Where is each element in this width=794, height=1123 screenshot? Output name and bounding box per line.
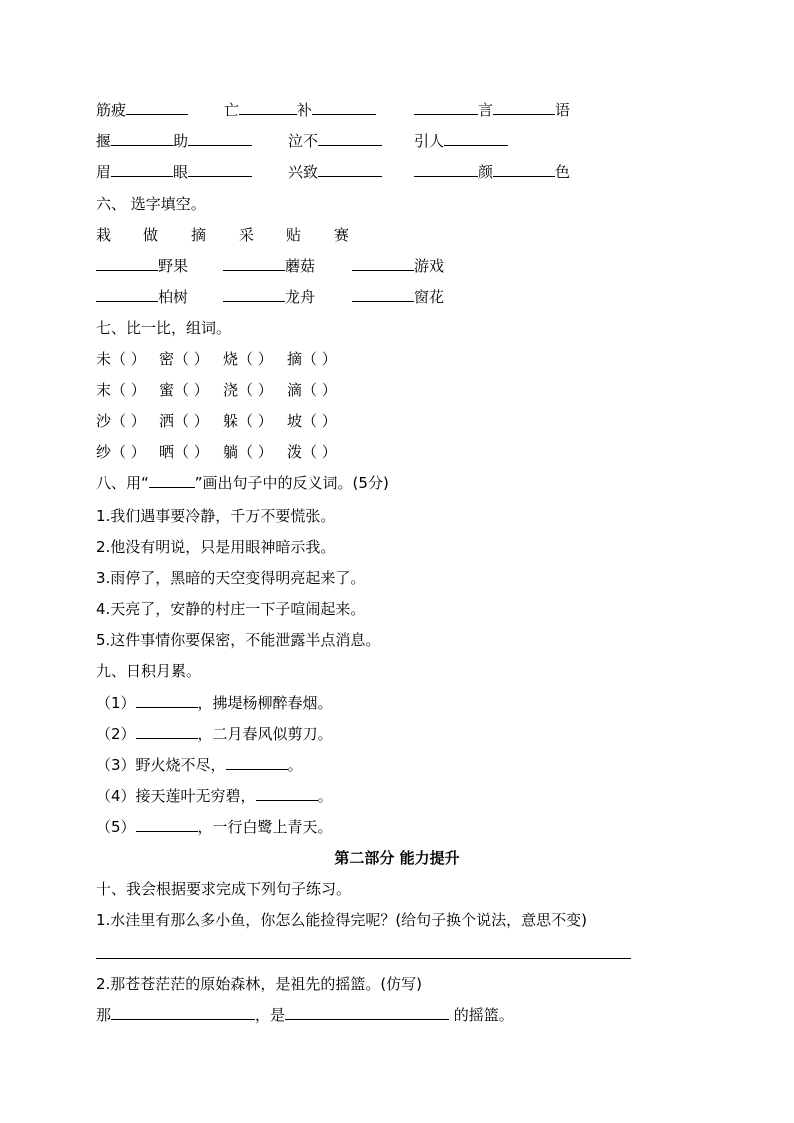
answer-blank[interactable] <box>318 160 382 177</box>
part-2-heading: 第二部分 能力提升 <box>334 849 460 867</box>
fill-word: 野果 <box>158 257 189 275</box>
poem-line: （2） ，二月春风似剪刀。 <box>96 722 333 746</box>
answer-blank[interactable] <box>312 98 376 115</box>
compare-item[interactable]: 密（ ） <box>159 350 209 368</box>
imitate-question: 2.那苍苍茫茫的原始森林，是祖先的摇篮。(仿写) <box>96 975 423 993</box>
compare-item[interactable]: 滴（ ） <box>287 381 337 399</box>
answer-blank[interactable] <box>223 285 285 302</box>
poem-line: （5） ，一行白鹭上青天。 <box>96 815 333 839</box>
poem-line: （4）接天莲叶无穷碧， 。 <box>96 784 333 808</box>
antonym-sentence: 5.这件事情你要保密，不能泄露半点消息。 <box>96 631 381 649</box>
idiom-text: 筋疲 <box>96 101 127 119</box>
poem-line: （1） ，拂堤杨柳醉春烟。 <box>96 691 333 715</box>
compare-item[interactable]: 沙（ ） <box>96 412 146 430</box>
imitate-answer: 那 ，是 的摇篮。 <box>96 1003 514 1027</box>
answer-blank[interactable] <box>318 129 382 146</box>
section-8-title: 八、用“ ”画出句子中的反义词。(5分) <box>96 471 389 495</box>
section-7-title: 七、比一比，组词。 <box>96 319 232 337</box>
choice-char: 摘 <box>191 226 207 244</box>
idiom-text: 语 <box>555 101 571 119</box>
choice-char: 赛 <box>334 226 350 244</box>
idiom-text: 助 <box>173 132 189 150</box>
compare-item[interactable]: 纱（ ） <box>96 443 146 461</box>
compare-item[interactable]: 末（ ） <box>96 381 146 399</box>
answer-blank[interactable] <box>239 98 297 115</box>
choice-char: 做 <box>143 226 159 244</box>
answer-blank[interactable] <box>285 1003 449 1020</box>
answer-blank[interactable] <box>136 815 198 832</box>
compare-item[interactable]: 躲（ ） <box>223 412 273 430</box>
compare-item[interactable]: 躺（ ） <box>223 443 273 461</box>
idiom-text: 眼 <box>173 163 189 181</box>
section-6-title: 六、 选字填空。 <box>96 195 206 213</box>
fill-word: 柏树 <box>158 288 189 306</box>
idiom-text: 揠 <box>96 132 112 150</box>
compare-item[interactable]: 摘（ ） <box>287 350 337 368</box>
answer-blank[interactable] <box>414 98 478 115</box>
answer-blank[interactable] <box>111 129 173 146</box>
answer-blank[interactable] <box>111 1003 255 1020</box>
compare-item[interactable]: 晒（ ） <box>159 443 209 461</box>
antonym-sentence: 2.他没有明说，只是用眼神暗示我。 <box>96 538 336 556</box>
idiom-text: 兴致 <box>288 163 319 181</box>
answer-blank[interactable] <box>444 129 508 146</box>
answer-blank[interactable] <box>352 254 414 271</box>
section-10-title: 十、我会根据要求完成下列句子练习。 <box>96 880 352 898</box>
antonym-sentence: 3.雨停了，黑暗的天空变得明亮起来了。 <box>96 569 366 587</box>
answer-blank[interactable] <box>188 129 252 146</box>
fill-word: 窗花 <box>414 288 445 306</box>
answer-blank[interactable] <box>126 98 188 115</box>
underline-sample <box>149 471 195 488</box>
compare-item[interactable]: 浇（ ） <box>223 381 273 399</box>
fill-word: 龙舟 <box>285 288 316 306</box>
answer-blank[interactable] <box>256 784 318 801</box>
rewrite-question: 1.水洼里有那么多小鱼，你怎么能捡得完呢？(给句子换个说法，意思不变) <box>96 911 588 929</box>
compare-item[interactable]: 蜜（ ） <box>159 381 209 399</box>
answer-blank[interactable] <box>493 160 555 177</box>
compare-item[interactable]: 泼（ ） <box>287 443 337 461</box>
answer-blank[interactable] <box>226 753 288 770</box>
idiom-text: 引人 <box>414 132 445 150</box>
answer-blank[interactable] <box>96 285 158 302</box>
answer-blank[interactable] <box>493 98 555 115</box>
answer-blank[interactable] <box>136 691 198 708</box>
poem-line: （3）野火烧不尽， 。 <box>96 753 303 777</box>
antonym-sentence: 4.天亮了，安静的村庄一下子喧闹起来。 <box>96 600 366 618</box>
idiom-text: 颜 <box>478 163 494 181</box>
choice-char: 栽 <box>96 226 112 244</box>
choice-char: 采 <box>239 226 255 244</box>
answer-line[interactable] <box>96 958 631 959</box>
compare-item[interactable]: 洒（ ） <box>159 412 209 430</box>
compare-item[interactable]: 烧（ ） <box>223 350 273 368</box>
fill-word: 蘑菇 <box>285 257 316 275</box>
antonym-sentence: 1.我们遇事要冷静，千万不要慌张。 <box>96 507 336 525</box>
answer-blank[interactable] <box>223 254 285 271</box>
idiom-text: 言 <box>478 101 494 119</box>
section-9-title: 九、日积月累。 <box>96 662 202 680</box>
idiom-text: 色 <box>555 163 571 181</box>
answer-blank[interactable] <box>414 160 478 177</box>
compare-item[interactable]: 未（ ） <box>96 350 146 368</box>
answer-blank[interactable] <box>111 160 173 177</box>
idiom-text: 泣不 <box>288 132 319 150</box>
answer-blank[interactable] <box>352 285 414 302</box>
idiom-text: 补 <box>297 101 313 119</box>
idiom-text: 眉 <box>96 163 112 181</box>
answer-blank[interactable] <box>96 254 158 271</box>
choice-char: 贴 <box>286 226 302 244</box>
fill-word: 游戏 <box>414 257 445 275</box>
answer-blank[interactable] <box>188 160 252 177</box>
compare-item[interactable]: 坡（ ） <box>287 412 337 430</box>
idiom-text: 亡 <box>224 101 240 119</box>
answer-blank[interactable] <box>136 722 198 739</box>
